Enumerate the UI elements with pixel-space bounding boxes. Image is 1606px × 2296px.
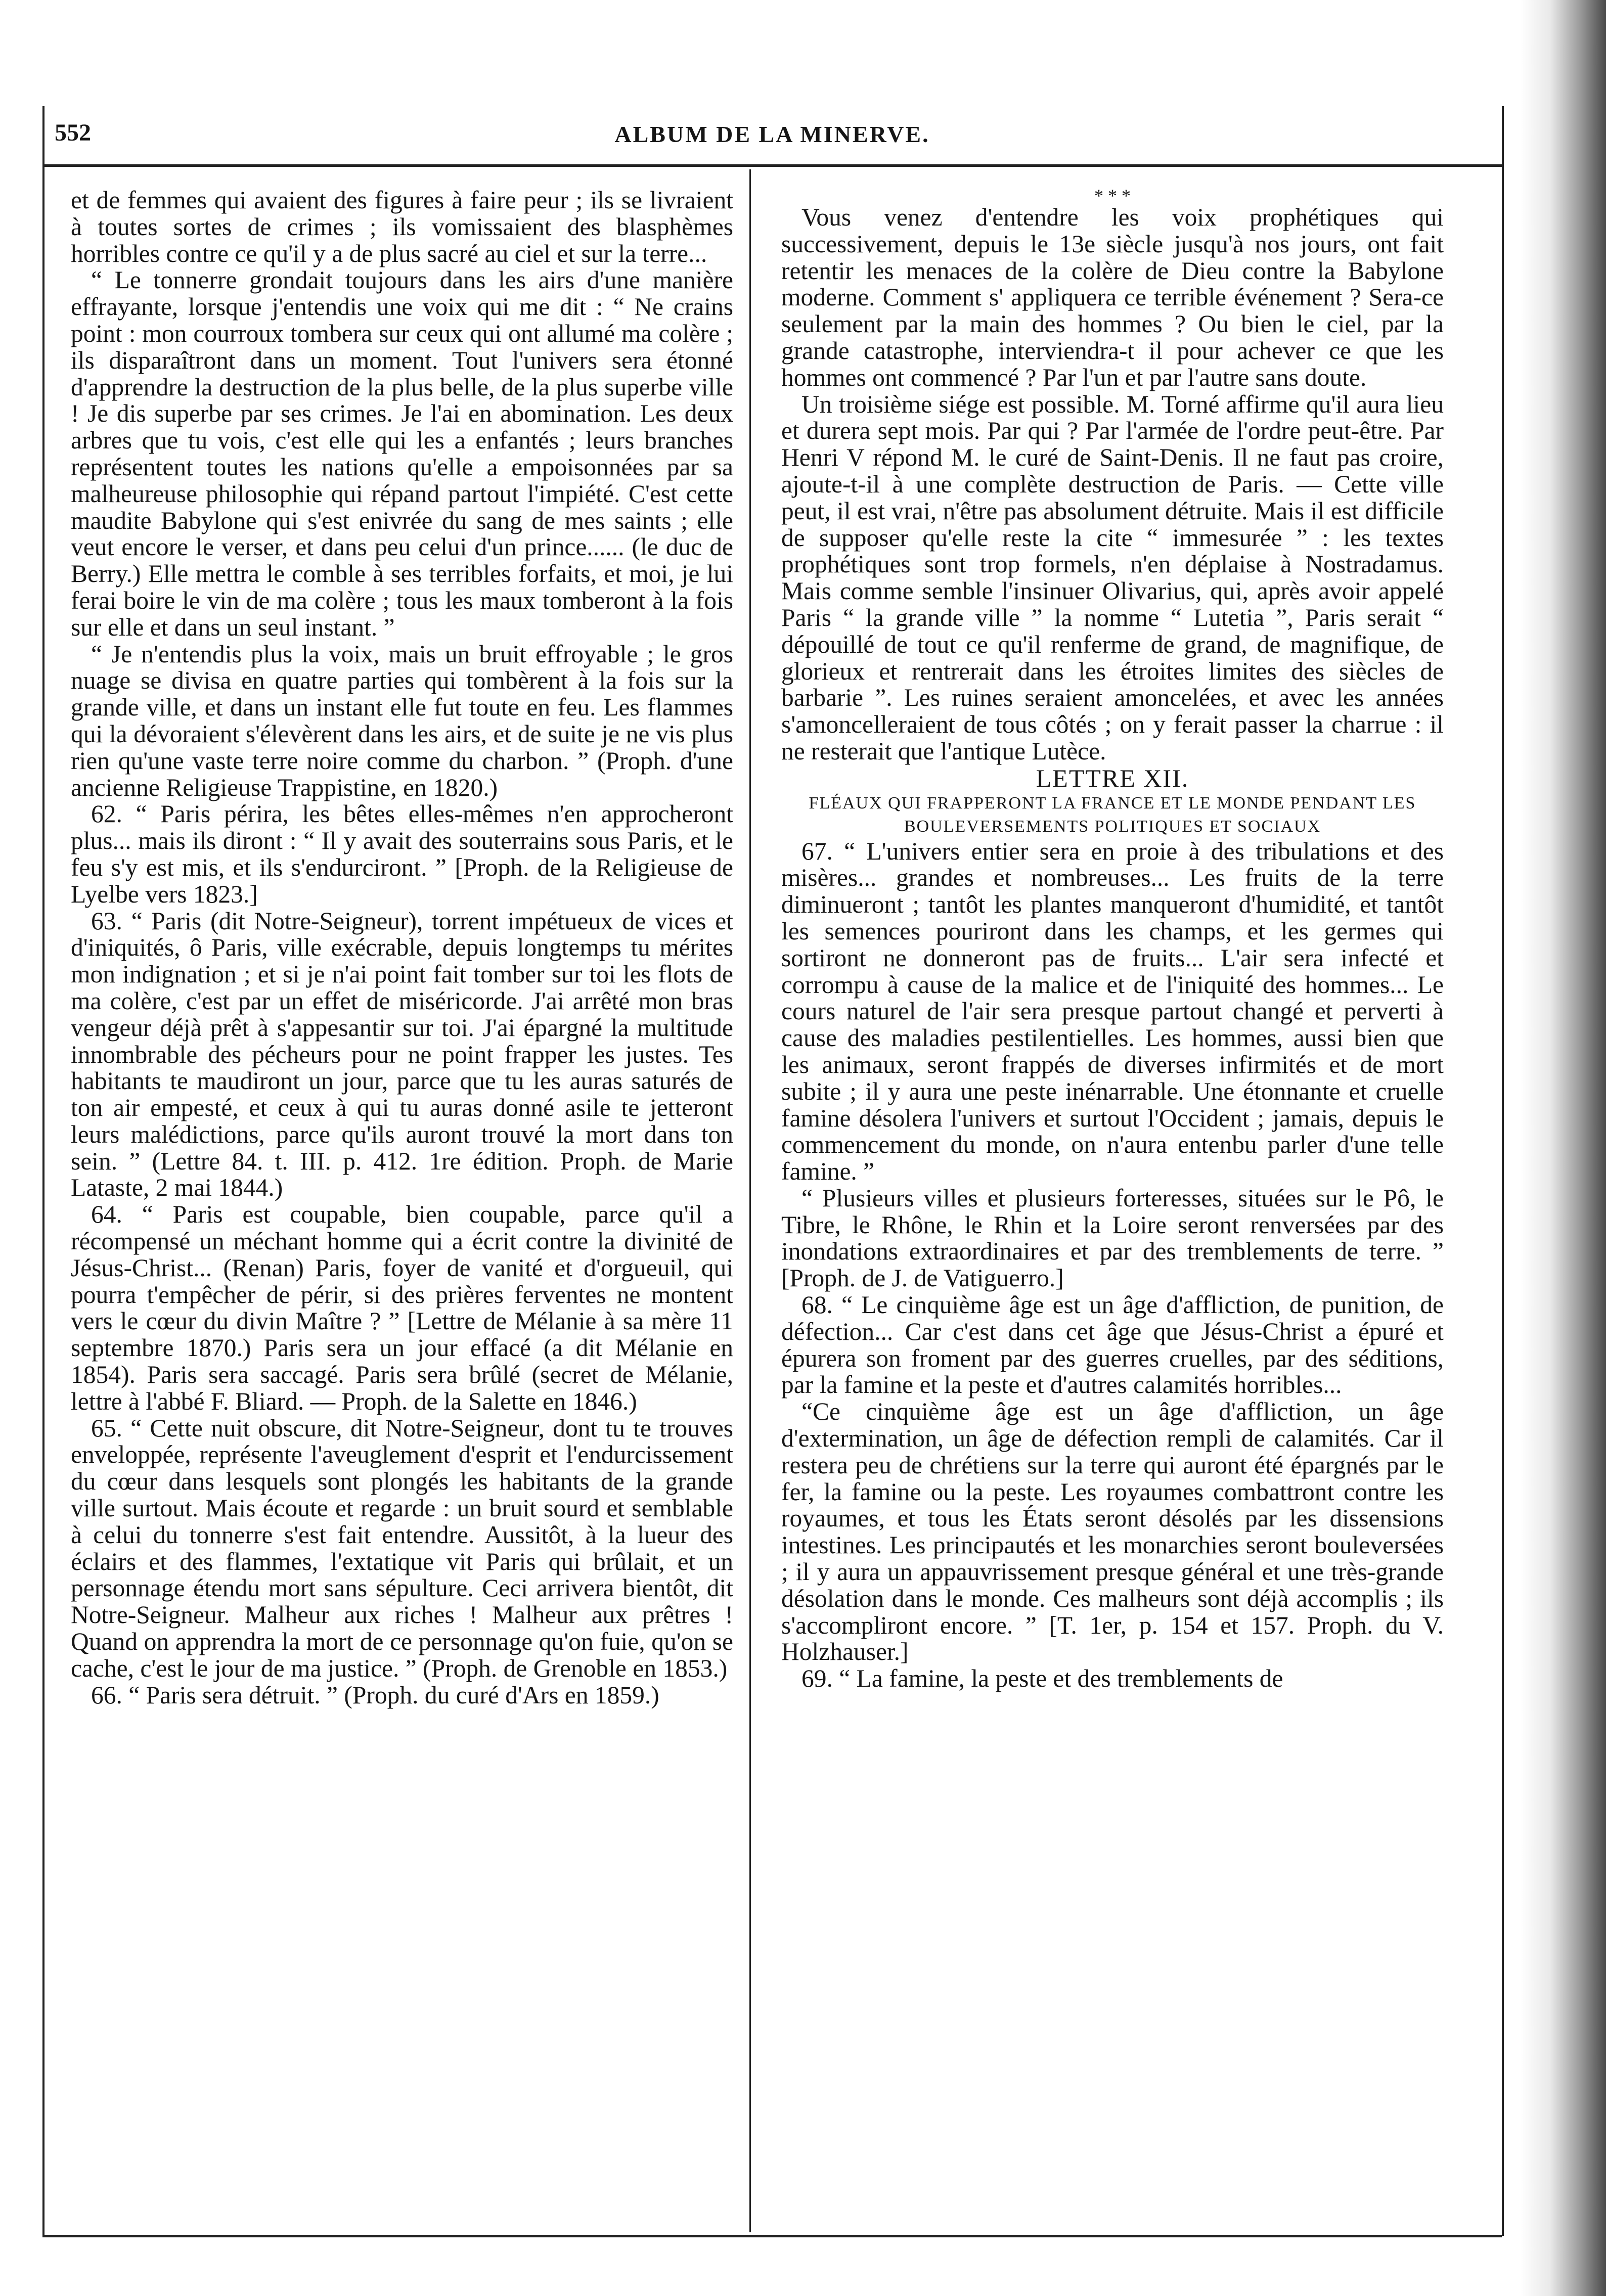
right-paragraph: 68. “ Le cinquième âge est un âge d'affliction, de punition, de défection... Car c'est dans cet âge que Jésus-Christ a épuré et épurera son froment par des guerres cruelles, par des séditions, par la famine et la peste et d'autres calamités horribles... [781, 1291, 1444, 1399]
right-paragraph: “ Plusieurs villes et plusieurs forteresses, situées sur le Pô, le Tibre, le Rhône, le Rhin et la Loire seront renversées par des inondations extraordinaires et par des tremblements de terre. ” [Proph. de J. de Vatiguerro.] [781, 1184, 1444, 1292]
right-paragraph: “Ce cinquième âge est un âge d'affliction, un âge d'extermination, un âge de défection rempli de calamités. Car il restera peu de chrétiens sur la terre qui auront été épargnés par le fer, la famine ou la peste. Les royaumes combattront contre les royaumes, et tous les États seront désolés par les dissensions intestines. Les principautés et les monarchies seront bouleversées ; il y aura un appauvrissement presque général et une très-grande désolation dans le monde. Ces malheurs sont déjà accomplis ; ils s'accompliront encore. ” [T. 1er, p. 154 et 157. Proph. du V. Holzhauser.] [781, 1398, 1444, 1666]
letter-subtitle: FLÉAUX QUI FRAPPERONT LA FRANCE ET LE MONDE PENDANT LES BOULEVERSEMENTS POLITIQUES ET SOCIAUX [809, 793, 1416, 836]
running-title: ALBUM DE LA MINERVE. [614, 121, 930, 147]
page-header [44, 114, 1500, 164]
left-paragraph: 64. “ Paris est coupable, bien coupable, parce qu'il a récompensé un méchant homme qui a écrit contre la divinité de Jésus-Christ... (Renan) Paris, foyer de vanité et d'orgueuil, qui pourra t'empêcher de périr, si des prières ferventes ne montent vers le cœur du divin Maître ? ” [Lettre de Mélanie à sa mère 11 septembre 1870.) Paris sera un jour effacé (a dit Mélanie en 1854). Paris sera saccagé. Paris sera brûlé (secret de Mélanie, lettre à l'abbé F. Bliard. — Proph. de la Salette en 1846.) [71, 1200, 733, 1415]
header-rule [42, 164, 1502, 167]
page-number: 552 [55, 119, 91, 146]
right-column [781, 187, 1444, 1692]
left-paragraph: 62. “ Paris périra, les bêtes elles-mêmes n'en approcheront plus... mais ils diront : “ Il y avait des souterrains sous Paris, et le feu s'y est mis, et ils s'endurciront. ” [Proph. de la Religieuse de Lyelbe vers 1823.] [71, 800, 733, 908]
column-divider [749, 169, 751, 2232]
letter-title: LETTRE XII. [1036, 763, 1189, 792]
left-paragraph: 63. “ Paris (dit Notre-Seigneur), torrent impétueux de vices et d'iniquités, ô Paris, ville exécrable, depuis longtemps tu mérites mon indignation ; et si je n'ai point fait tomber sur toi les flots de ma colère, c'est par un effet de miséricorde. J'ai arrêté mon bras vengeur déjà prêt à s'appesantir sur toi. J'ai épargné la multitude innombrable des pécheurs pour ne point frapper les justes. Tes habitants te maudiront un jour, parce que tu les auras saturés de ton air empesté, et ceux à qui tu auras donné asile te jetteront leurs malédictions, parce qu'ils auront trouvé la mort dans ton sein. ” (Lettre 84. t. III. p. 412. 1re édition. Proph. de Marie Lataste, 2 mai 1844.) [71, 907, 733, 1202]
left-paragraph: “ Le tonnerre grondait toujours dans les airs d'une manière effrayante, lorsque j'entendis une voix qui me dit : “ Ne crains point : mon courroux tombera sur ceux qui ont allumé ma colère ; ils disparaîtront dans un moment. Tout l'univers sera étonné d'apprendre la destruction de la plus belle, de la plus superbe ville ! Je dis superbe par ses crimes. Je l'ai en abomination. Les deux arbres que tu vois, c'est elle qui les a enfantés ; leurs branches représentent toutes les nations qu'elle a empoisonnées par sa malheureuse philosophie qui répand partout l'impiété. C'est cette maudite Babylone qui s'est enivrée du sang de mes saints ; elle veut encore le verser, et dans peu celui d'un prince...... (le duc de Berry.) Elle mettra le comble à ses terribles forfaits, et moi, je lui ferai boire le vin de ma colère ; tous les maux tomberont à la fois sur elle et dans un seul instant. ” [71, 266, 733, 641]
page-edge-shadow [1520, 0, 1606, 2296]
left-column [71, 187, 733, 1708]
section-separator: * * * [1094, 186, 1131, 206]
left-paragraph: 65. “ Cette nuit obscure, dit Notre-Seigneur, dont tu te trouves enveloppée, représente l'aveuglement d'esprit et l'endurcissement du cœur dans lesquels sont plongés les habitants de la grande ville surtout. Mais écoute et regarde : un bruit sourd et semblable à celui du tonnerre s'est fait entendre. Aussitôt, à la lueur des éclairs et des flammes, l'extatique vit Paris qui brûlait, et un personnage étendu mort sans sépulture. Ceci arrivera bientôt, dit Notre-Seigneur. Malheur aux riches ! Malheur aux prêtres ! Quand on apprendra la mort de ce personnage qu'on fuie, qu'on se cache, c'est le jour de ma justice. ” (Proph. de Grenoble en 1853.) [71, 1414, 733, 1682]
right-paragraph: 67. “ L'univers entier sera en proie à des tribulations et des misères... grandes et nombreuses... Les fruits de la terre diminueront ; tantôt les plantes manqueront d'humidité, et tantôt les semences pouriront dans les champs, et les germes qui sortiront ne donneront pas de fruits... L'air sera infecté et corrompu à cause de la malice et de l'iniquité des hommes... Le cours naturel de l'air sera presque partout changé et perverti à cause des maladies pestilentielles. Les hommes, aussi bien que les animaux, seront frappés de diverses infirmités et de mort subite ; il y aura une peste inénarrable. Une étonnante et cruelle famine désolera l'univers et surtout l'Occident ; jamais, depuis le commencement du monde, on n'aura entenbu parler d'une telle famine. ” [781, 837, 1444, 1186]
right-paragraph: 69. “ La famine, la peste et des tremblements de [801, 1664, 1283, 1693]
right-paragraph: Vous venez d'entendre les voix prophétiques qui successivement, depuis le 13e siècle jusqu'à nos jours, ont fait retentir les menaces de la colère de Dieu contre la Babylone moderne. Comment s' appliquera ce terrible événement ? Sera-ce seulement par la main des hommes ? Ou bien le ciel, par la grande catastrophe, interviendra-t il pour achever ce que les hommes ont commencé ? Par l'un et par l'autre sans doute. [781, 203, 1444, 391]
left-paragraph: 66. “ Paris sera détruit. ” (Proph. du curé d'Ars en 1859.) [91, 1681, 659, 1709]
left-paragraph: “ Je n'entendis plus la voix, mais un bruit effroyable ; le gros nuage se divisa en quatre parties qui tombèrent à la fois sur la grande ville, et dans un instant elle fut toute en feu. Les flammes qui la dévoraient s'élevèrent dans les airs, et de suite je ne vis plus rien qu'une vaste terre noire comme du charbon. ” (Proph. d'une ancienne Religieuse Trappistine, en 1820.) [71, 640, 733, 801]
footer-rule [42, 2235, 1502, 2237]
left-paragraph: et de femmes qui avaient des figures à faire peur ; ils se livraient à toutes sortes de crimes ; ils vomissaient des blasphèmes horribles contre ce qu'il y a de plus sacré au ciel et sur la terre... [71, 186, 733, 267]
right-paragraph: Un troisième siége est possible. M. Torné affirme qu'il aura lieu et durera sept mois. Par qui ? Par l'armée de l'ordre peut-être. Par Henri V répond M. le curé de Saint-Denis. Il ne faut pas croire, ajoute-t-il à une complète destruction de Paris. — Cette ville peut, il est vrai, n'être pas absolument détruite. Mais il est difficile de supposer qu'elle reste la cite “ immesurée ” : les textes prophétiques sont trop formels, n'en déplaise à Nostradamus. Mais comme semble l'insinuer Olivarius, qui, après avoir appelé Paris “ la grande ville ” la nomme “ Lutetia ”, Paris serait “ dépouillé de tout ce qu'il renferme de grand, de magnifique, de glorieux et rentrerait dans les étroites limites des siècles de barbarie ”. Les ruines seraient amoncelées, et avec les années s'amoncelleraient de tous côtés ; on y ferait passer la charrue : il ne resterait que l'antique Lutèce. [781, 390, 1444, 765]
